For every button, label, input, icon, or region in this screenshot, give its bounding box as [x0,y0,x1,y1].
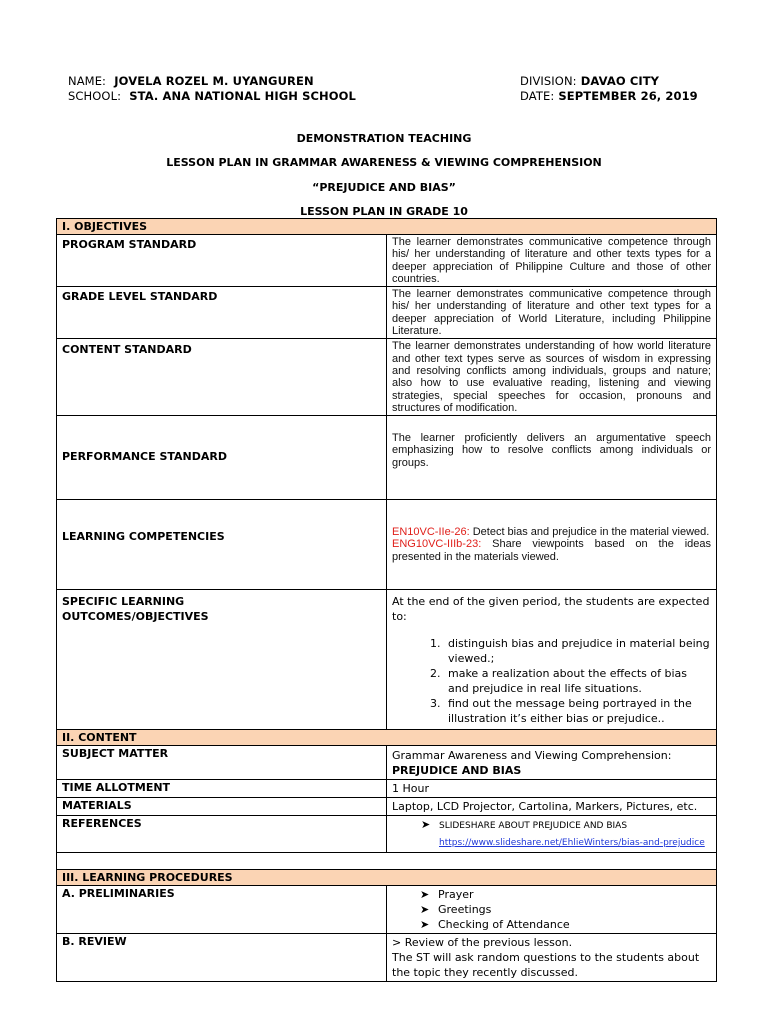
section-procedures: III. LEARNING PROCEDURES [57,870,717,886]
preliminaries-cell [387,886,717,934]
division-value: DAVAO CITY [580,74,660,88]
references-link-line [421,834,711,851]
specific-outcomes-list [392,636,711,726]
review-label: B. REVIEW [57,934,387,982]
grade-level-standard-text: The learner demonstrates communicative competence through his/ her understanding of literature and other text types for a deeper appreciation of World Literature, including Philippine Literature. [387,287,717,339]
subject-matter-bold: PREJUDICE AND BIAS [392,764,522,778]
references-title: SLIDESHARE ABOUT PREJUDICE AND BIAS [439,821,628,832]
performance-standard-cell [387,416,717,500]
date-label: DATE: [520,89,555,103]
specific-outcome-item: 1. distinguish bias and prejudice in material being viewed.; [444,636,711,666]
title-grade: LESSON PLAN IN GRADE 10 [300,205,468,218]
grade-level-standard-label: GRADE LEVEL STANDARD [57,287,387,339]
review-cell [387,934,717,982]
competency-code-2: ENG10VC-IIIb-23: [392,538,482,551]
content-standard-label: CONTENT STANDARD [57,339,387,416]
date-line [520,89,698,103]
school-line [68,89,356,103]
preliminaries-list [392,887,711,932]
spacer-row [57,853,717,870]
program-standard-text: The learner demonstrates communicative competence through his/ her understanding of literature and other texts types for a deeper appreciation of Philippine Culture and those of other countries. [387,235,717,287]
review-line-2: The ST will ask random questions to the students about the topic they recently discussed. [392,951,700,980]
preliminaries-item: ➤ Prayer [420,888,474,902]
arrow-bullet-icon: ➤ [420,918,430,932]
specific-outcomes-label-line2: OUTCOMES/OBJECTIVES [62,610,209,624]
subject-matter-cell [387,746,717,780]
preliminaries-item: ➤ Greetings [420,903,492,917]
section-objectives: I. OBJECTIVES [57,219,717,235]
review-line-1: > Review of the previous lesson. [392,936,573,950]
specific-outcome-item: 3. find out the message being portrayed in the illustration it’s either bias or prejudice.. [444,696,711,726]
learning-competencies-label: LEARNING COMPETENCIES [57,500,387,590]
specific-outcomes-intro: At the end of the given period, the students are expected to: [392,595,710,624]
name-value: JOVELA ROZEL M. UYANGUREN [114,74,314,88]
subject-matter-text: Grammar Awareness and Viewing Comprehension: [392,749,672,763]
performance-standard-text: The learner proficiently delivers an argumentative speech emphasizing how to resolve conflicts among individuals or groups. [392,432,711,469]
section-content: II. CONTENT [57,730,717,746]
title-lesson-plan: LESSON PLAN IN GRAMMAR AWARENESS & VIEWING COMPREHENSION [166,156,602,169]
time-allotment-label: TIME ALLOTMENT [57,780,387,798]
name-label: NAME: [68,74,107,88]
program-standard-label: PROGRAM STANDARD [57,235,387,287]
references-cell [387,816,717,853]
learning-competencies-cell [387,500,717,590]
time-allotment-value: 1 Hour [387,780,717,798]
references-title-line [421,817,711,834]
arrow-bullet-icon: ➤ [421,818,431,832]
references-link[interactable]: https://www.slideshare.net/EhlieWinters/bias-and-prejudice [439,838,705,849]
division-line [520,74,659,88]
lesson-plan-table [56,218,717,982]
specific-outcomes-label-line1: SPECIFIC LEARNING [62,595,185,609]
materials-value: Laptop, LCD Projector, Cartolina, Markers, Pictures, etc. [387,798,717,816]
specific-outcomes-cell [387,590,717,730]
name-line [68,74,314,88]
title-topic: “PREJUDICE AND BIAS” [312,181,456,194]
specific-outcomes-label [57,590,387,730]
preliminaries-label: A. PRELIMINARIES [57,886,387,934]
competency-text-1: Detect bias and prejudice in the material viewed. [469,526,710,539]
preliminaries-item: ➤ Checking of Attendance [420,918,570,932]
performance-standard-label: PERFORMANCE STANDARD [57,416,387,500]
school-label: SCHOOL: [68,89,122,103]
arrow-bullet-icon: ➤ [420,888,430,902]
materials-label: MATERIALS [57,798,387,816]
arrow-bullet-icon: ➤ [420,903,430,917]
date-value: SEPTEMBER 26, 2019 [558,89,698,103]
division-label: DIVISION: [520,74,577,88]
competency-code-1: EN10VC-IIe-26: [392,526,470,539]
specific-outcome-item: 2. make a realization about the effects of bias and prejudice in real life situations. [444,666,711,696]
school-value: STA. ANA NATIONAL HIGH SCHOOL [129,89,356,103]
competency-text-2: Share viewpoints based on the ideas presented in the materials viewed. [392,538,711,563]
title-demonstration: DEMONSTRATION TEACHING [296,132,472,145]
subject-matter-label: SUBJECT MATTER [57,746,387,780]
references-label: REFERENCES [57,816,387,853]
content-standard-text: The learner demonstrates understanding of how world literature and other text types serve as sources of wisdom in expressing and resolving conflicts among individuals, groups and nature; also how to use evaluative reading, listening and viewing strategies, special speeches for occasion, pronouns and structures of modification. [387,339,717,416]
